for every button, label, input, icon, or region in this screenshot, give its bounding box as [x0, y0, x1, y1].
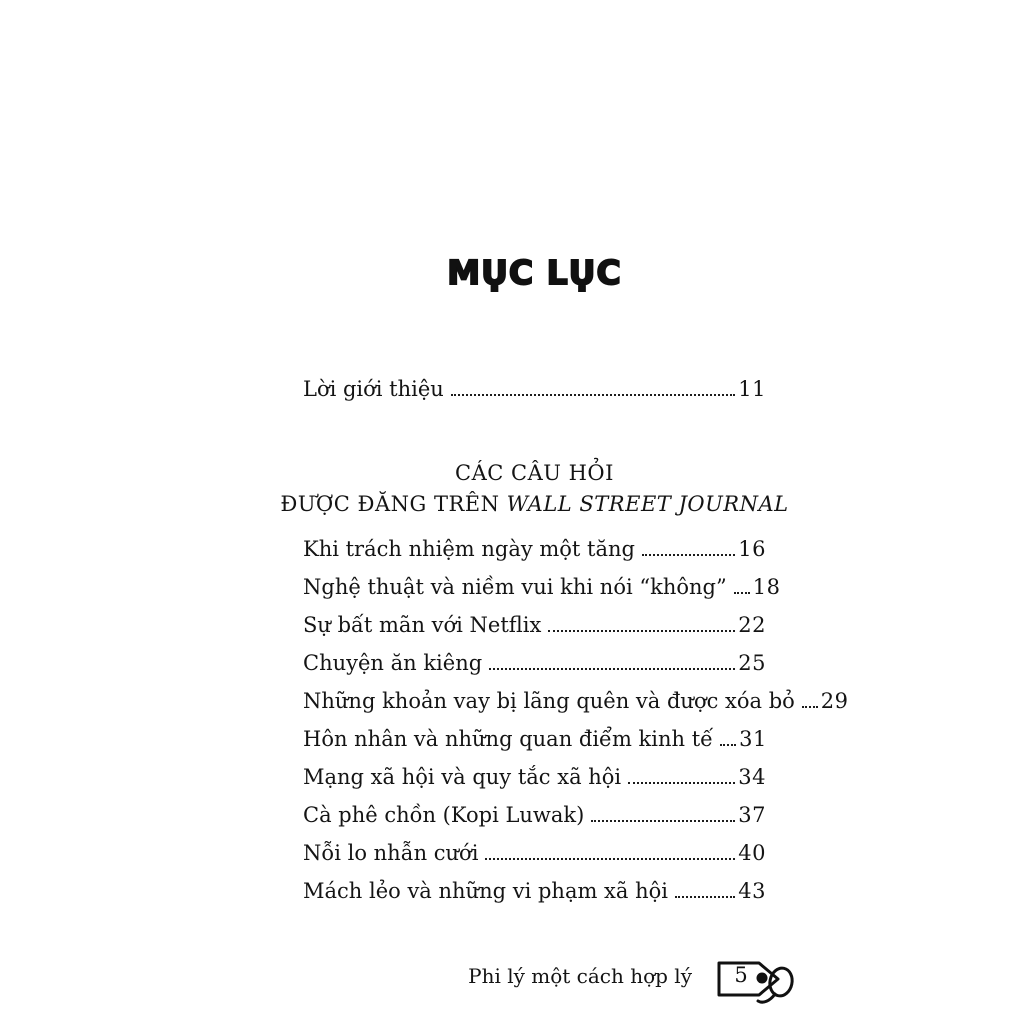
- section-heading: [273, 458, 796, 520]
- section-heading-line1: CÁC CÂU HỎI: [455, 461, 614, 485]
- toc-entry-title: Lời giới thiệu: [303, 377, 444, 401]
- toc-entry-title: Nỗi lo nhẫn cưới: [303, 841, 479, 865]
- toc-entry: [303, 682, 849, 720]
- dot-leader: [720, 744, 736, 746]
- toc-entry: [303, 606, 766, 644]
- dot-leader: [489, 668, 735, 670]
- page-title: MỤC LỤC: [447, 253, 622, 293]
- dot-leader: [734, 592, 750, 594]
- toc-entry-page: 29: [820, 689, 849, 713]
- section-heading-line2: ĐƯỢC ĐĂNG TRÊN WALL STREET JOURNAL: [280, 492, 789, 516]
- toc-entries: [303, 530, 849, 910]
- toc-entry: [303, 644, 766, 682]
- dot-leader: [802, 706, 818, 708]
- toc-entry-title: Chuyện ăn kiêng: [303, 651, 483, 675]
- toc-entry-intro: [303, 370, 766, 408]
- page-number: 5: [734, 963, 748, 987]
- toc-entry-page: 11: [738, 377, 766, 401]
- toc-entry: [303, 758, 766, 796]
- toc-entry-page: 25: [738, 651, 766, 675]
- toc-entry: [303, 872, 766, 910]
- journal-name: WALL STREET JOURNAL: [506, 492, 789, 516]
- page-number-tag: [712, 954, 796, 1008]
- toc-entry-title: Mách lẻo và những vi phạm xã hội: [303, 879, 668, 903]
- toc-entry: [303, 796, 766, 834]
- toc-content: [280, 0, 849, 1024]
- dot-leader: [591, 820, 735, 822]
- toc-entry-page: 34: [738, 765, 766, 789]
- toc-entry: [303, 530, 766, 568]
- dot-leader: [675, 896, 735, 898]
- toc-entry: [303, 568, 781, 606]
- toc-entry-title: Hôn nhân và những quan điểm kinh tế: [303, 727, 714, 751]
- dot-leader: [628, 782, 735, 784]
- page-footer: [0, 952, 1024, 1012]
- dot-leader: [642, 554, 735, 556]
- toc-entry-title: Khi trách nhiệm ngày một tăng: [303, 537, 635, 561]
- dot-leader: [485, 858, 735, 860]
- footer-book-title: Phi lý một cách hợp lý: [468, 964, 692, 988]
- toc-entry-title: Mạng xã hội và quy tắc xã hội: [303, 765, 622, 789]
- toc-entry-page: 18: [752, 575, 781, 599]
- toc-entry-title: Những khoản vay bị lãng quên và được xóa bỏ: [303, 689, 795, 713]
- toc-entry-page: 43: [738, 879, 766, 903]
- toc-entry: [303, 720, 766, 758]
- toc-entry-title: Sự bất mãn với Netflix: [303, 613, 542, 637]
- dot-leader: [451, 394, 735, 396]
- toc-entry-page: 22: [738, 613, 766, 637]
- toc-entry: [303, 834, 766, 872]
- dot-leader: [548, 630, 735, 632]
- toc-entry-page: 31: [739, 727, 767, 751]
- toc-entry-page: 16: [738, 537, 766, 561]
- toc-entry-page: 37: [738, 803, 766, 827]
- toc-entry-title: Cà phê chồn (Kopi Luwak): [303, 803, 585, 827]
- toc-entry-page: 40: [738, 841, 766, 865]
- toc-entry-title: Nghệ thuật và niềm vui khi nói “không”: [303, 575, 727, 599]
